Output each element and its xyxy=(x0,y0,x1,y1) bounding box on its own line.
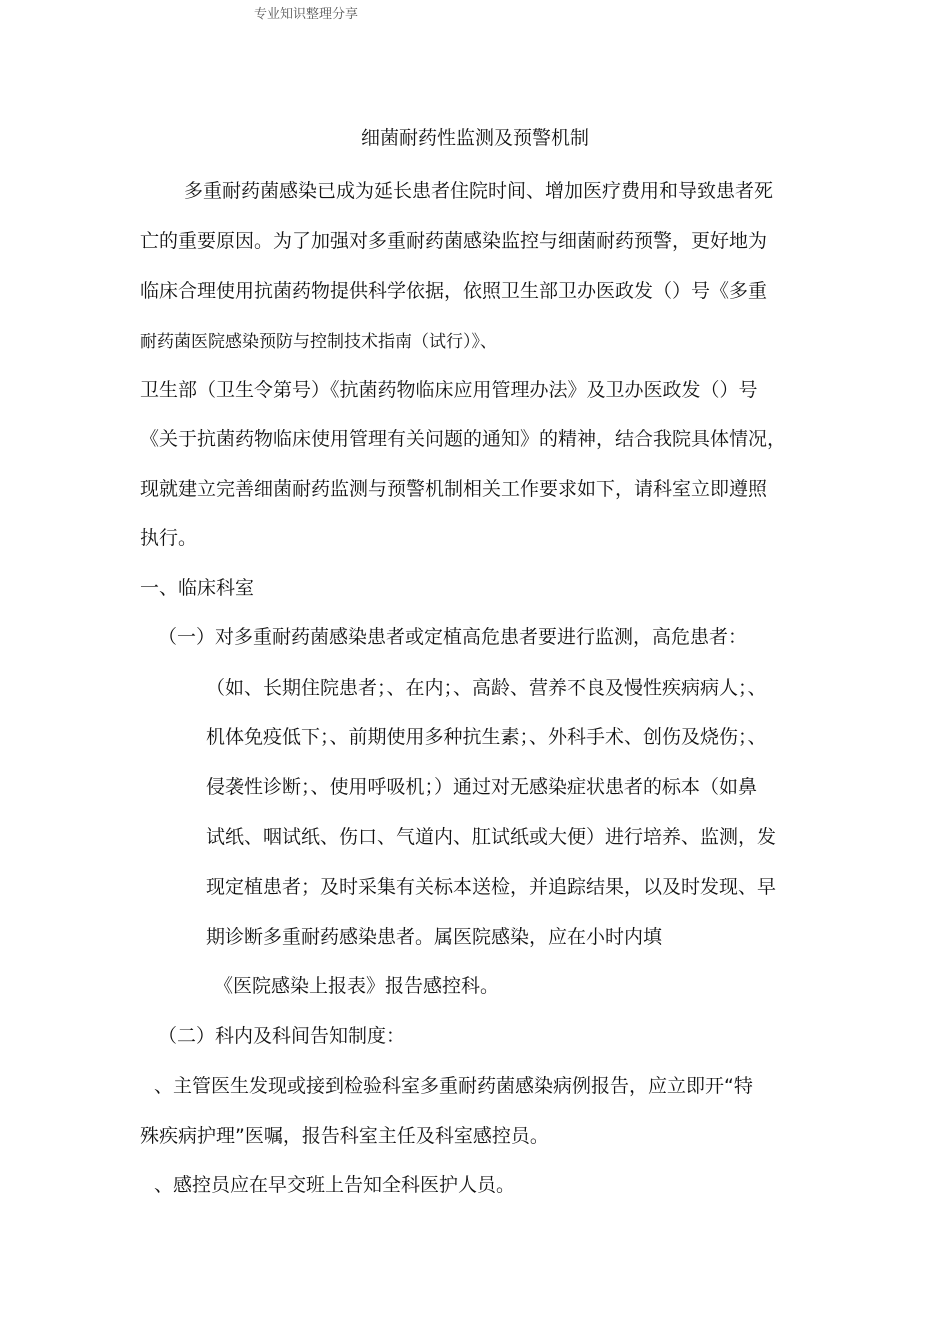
body-line: 殊疾病护理”医嘱，报告科室主任及科室感控员。 xyxy=(140,1125,549,1147)
document-title: 细菌耐药性监测及预警机制 xyxy=(360,127,589,149)
body-line: 执行。 xyxy=(140,527,198,549)
body-line: 、主管医生发现或接到检验科室多重耐药菌感染病例报告，应立即开“特 xyxy=(154,1075,753,1097)
header-note: 专业知识整理分享 xyxy=(254,7,359,22)
body-line: 现定植患者；及时采集有关标本送检，并追踪结果，以及时发现、早 xyxy=(206,876,777,898)
body-line: 、感控员应在早交班上告知全科医护人员。 xyxy=(154,1174,516,1196)
body-line: 耐药菌医院感染预防与控制技术指南（试行）》、 xyxy=(140,332,497,352)
body-line: 《医院感染上报表》报告感控科。 xyxy=(214,975,500,997)
body-line: 多重耐药菌感染已成为延长患者住院时间、增加医疗费用和导致患者死 xyxy=(184,180,774,202)
section-heading: 一、临床科室 xyxy=(140,577,255,599)
body-line: 机体免疫低下；、前期使用多种抗生素；、外科手术、创伤及烧伤；、 xyxy=(206,726,767,748)
subsection-heading: （一）对多重耐药菌感染患者或定植高危患者要进行监测，高危患者： xyxy=(158,626,748,648)
body-line: 期诊断多重耐药感染患者。属医院感染，应在小时内填 xyxy=(206,926,663,948)
body-line: 亡的重要原因。为了加强对多重耐药菌感染监控与细菌耐药预警，更好地为 xyxy=(140,230,768,252)
body-line: 现就建立完善细菌耐药监测与预警机制相关工作要求如下，请科室立即遵照 xyxy=(140,478,768,500)
body-line: 卫生部（卫生令第号）《抗菌药物临床应用管理办法》及卫办医政发（）号 xyxy=(140,379,758,401)
subsection-heading: （二）科内及科间告知制度： xyxy=(158,1025,406,1047)
body-line: 试纸、咽试纸、伤口、气道内、肛试纸或大便）进行培养、监测，发 xyxy=(206,826,777,848)
body-line: 侵袭性诊断；、使用呼吸机；）通过对无感染症状患者的标本（如鼻 xyxy=(206,776,758,798)
body-line: 临床合理使用抗菌药物提供科学依据，依照卫生部卫办医政发（）号《多重 xyxy=(140,280,768,302)
body-line: 《关于抗菌药物临床使用管理有关问题的通知》的精神，结合我院具体情况， xyxy=(140,428,787,450)
body-line: （如、长期住院患者；、在内；、高龄、营养不良及慢性疾病病人；、 xyxy=(206,677,767,699)
